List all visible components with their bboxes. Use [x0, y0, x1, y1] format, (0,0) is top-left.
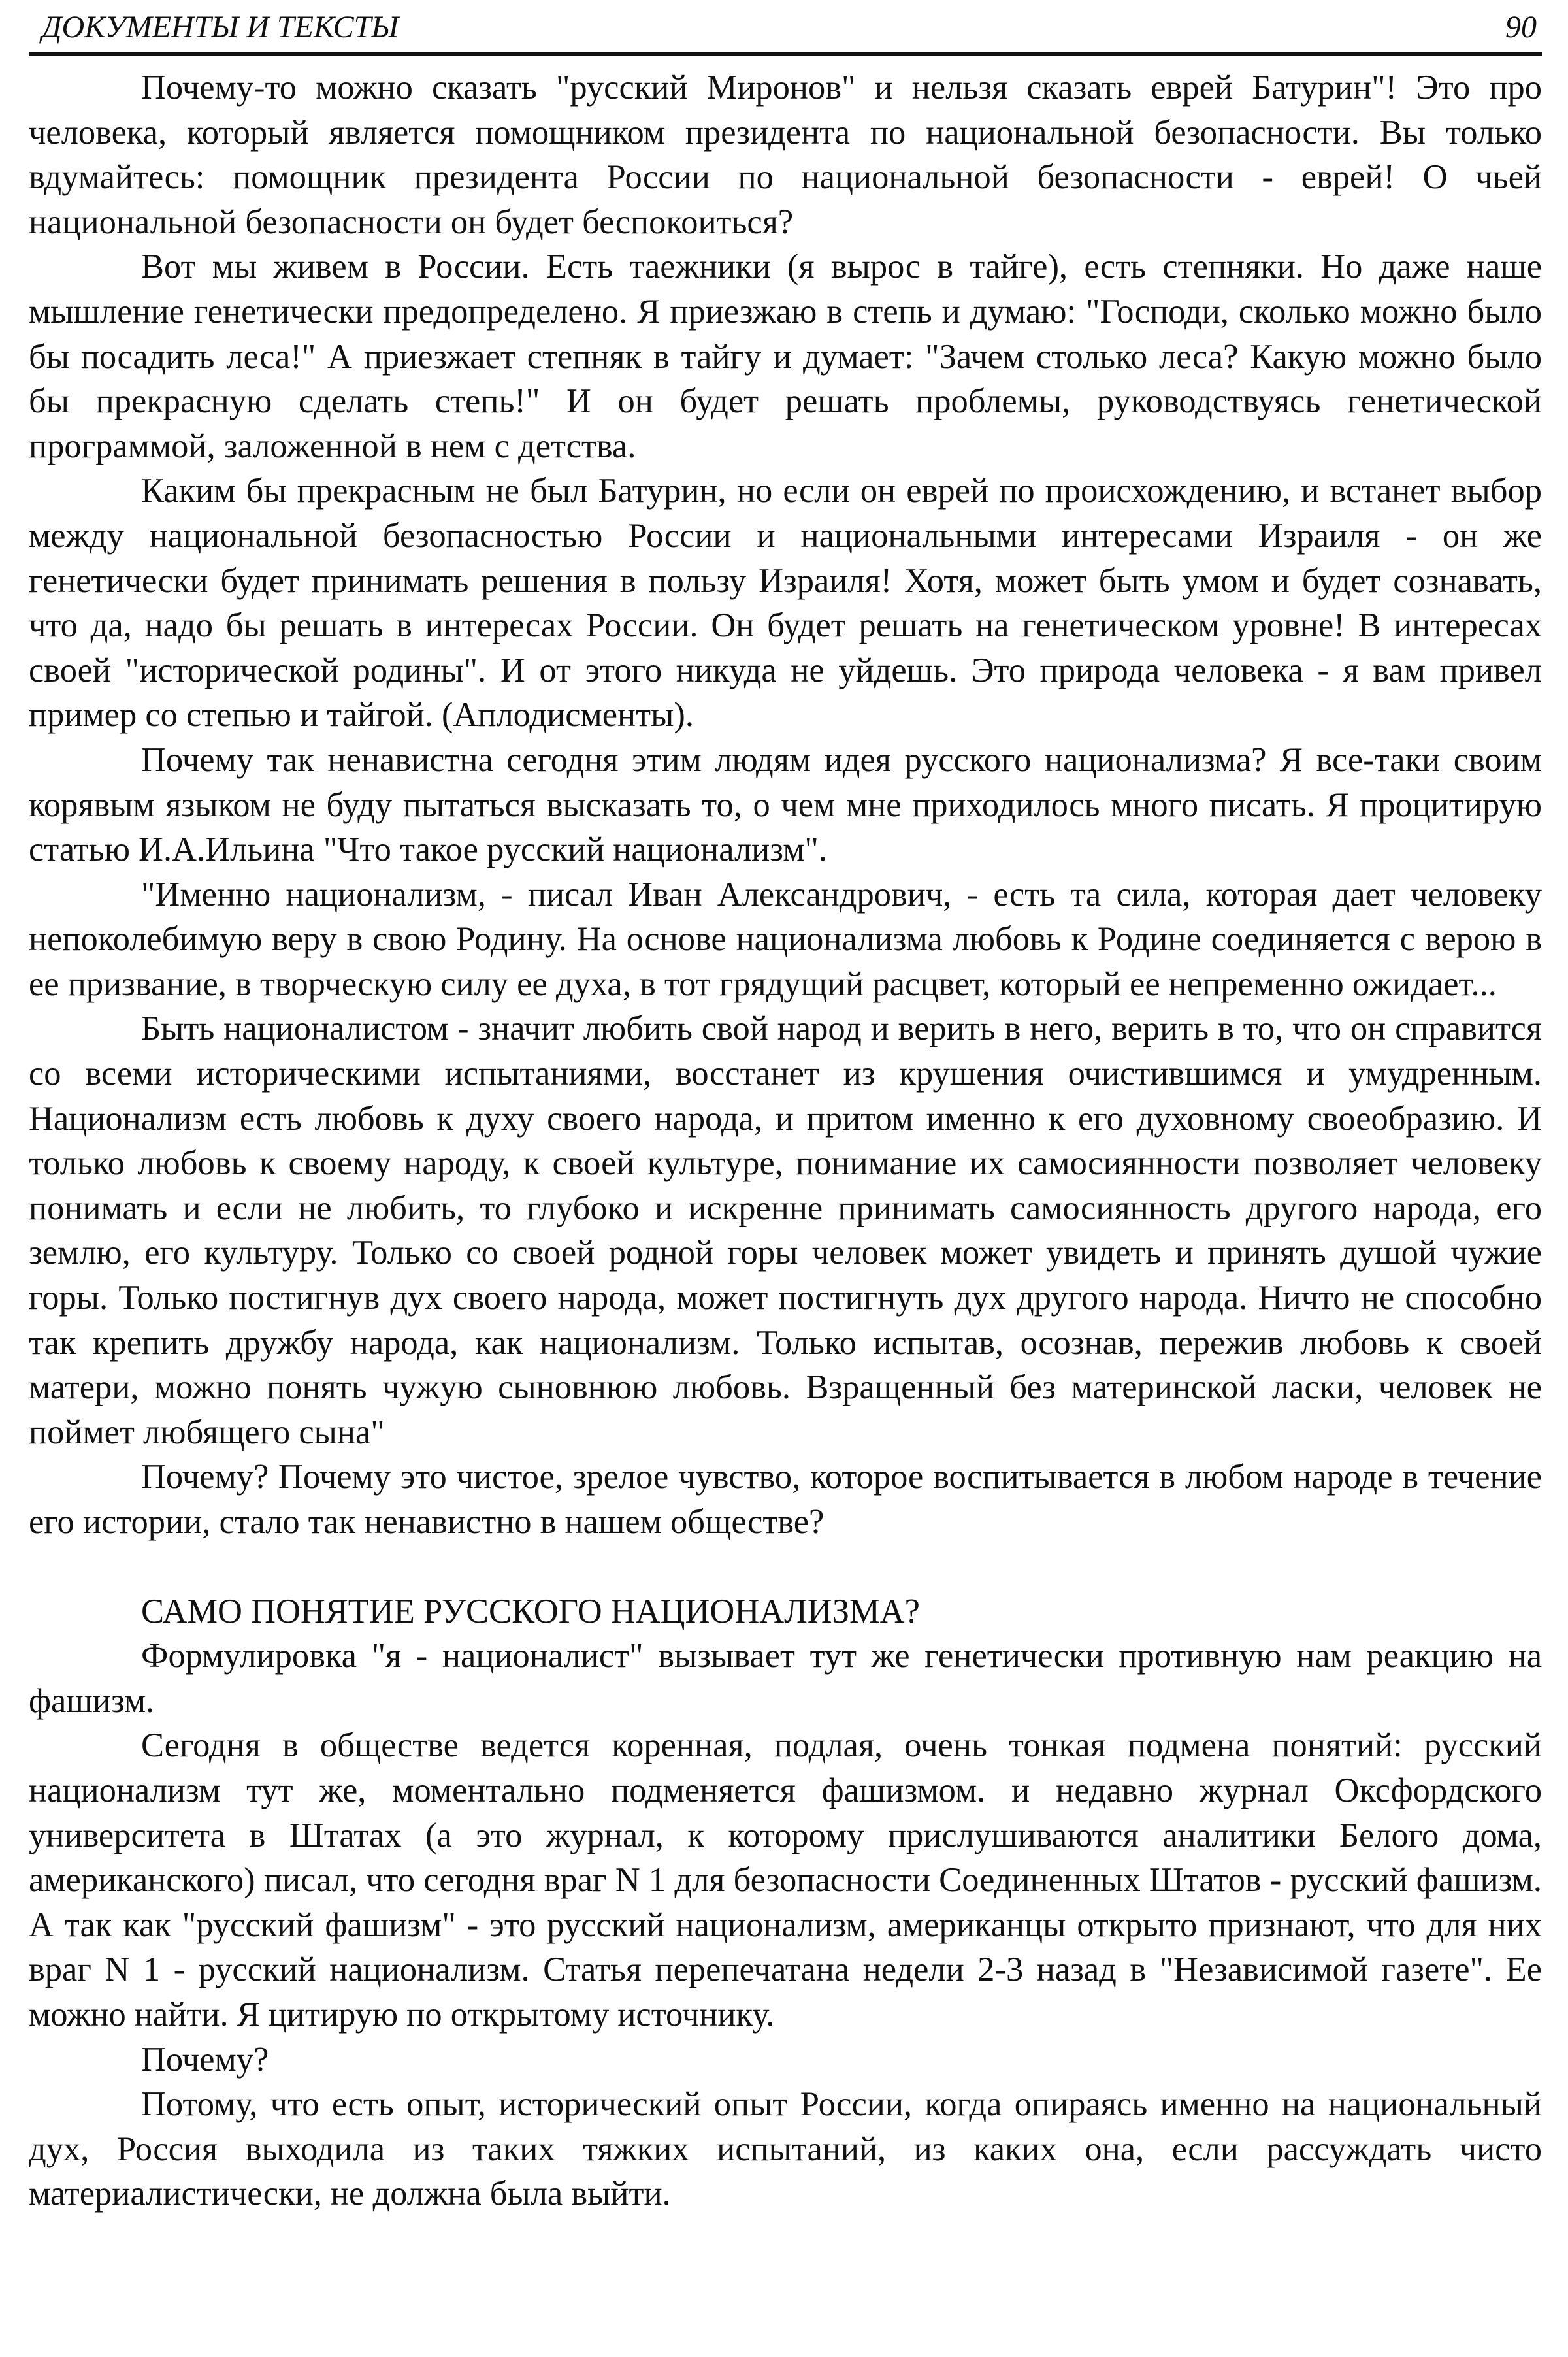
paragraph-10: Почему?	[141, 2040, 269, 2079]
section-title: ДОКУМЕНТЫ И ТЕКСТЫ	[42, 10, 399, 44]
paragraph-9: Сегодня в обществе ведется коренная, подлая, очень тонкая подмена понятий: русский национализм тут же, моментально подменяется фашизмом. и недавно журнал Оксфордского университета в Штатах (а это журнал, к которому прислушиваются аналитики Белого дома, американского) писал, что сегодня враг N 1 для безопасности Соединенных Штатов - русский фашизм. А так как "русский фашизм" - это русский национализм, американцы открыто признают, что для них враг N 1 - русский национализм. Статья перепечатана недели 2-3 назад в "Независимой газете". Ее можно найти. Я цитирую по открытому источнику.	[29, 1726, 1542, 2034]
paragraph-4: Почему так ненавистна сегодня этим людям идея русского национализма? Я все-таки своим корявым языком не буду пытаться высказать то, о чем мне приходилось много писать. Я процитирую статью И.А.Ильина "Что такое русский национализм".	[29, 740, 1542, 869]
paragraph-7: Почему? Почему это чистое, зрелое чувство, которое воспитывается в любом народе в течение его истории, стало так ненавистно в нашем обществе?	[29, 1458, 1542, 1541]
paragraph-5-quote: "Именно национализм, - писал Иван Александрович, - есть та сила, которая дает человеку непоколебимую веру в свою Родину. На основе национализма любовь к Родине соединяется с верою в ее призвание, в творческую силу ее духа, в тот грядущий расцвет, который ее непременно ожидает...	[29, 875, 1542, 1003]
paragraph-3: Каким бы прекрасным не был Батурин, но если он еврей по происхождению, и встанет выбор между национальной безопасностью России и национальными интересами Израиля - он же генетически будет принимать решения в пользу Израиля! Хотя, может быть умом и будет сознавать, что да, надо бы решать в интересах России. Он будет решать на генетическом уровне! В интересах своей "исторической родины". И от этого никуда не уйдешь. Это природа человека - я вам привел пример со степью и тайгой. (Аплодисменты).	[29, 472, 1542, 734]
header-rule	[29, 52, 1542, 56]
page-number: 90	[1505, 10, 1537, 44]
paragraph-1: Почему-то можно сказать "русский Миронов" и нельзя сказать еврей Батурин"! Это про человека, который является помощником президента по национальной безопасности. Вы только вдумайтесь: помощник президента России по национальной безопасности - еврей! О чьей национальной безопасности он будет беспокоиться?	[29, 69, 1542, 241]
paragraph-2: Вот мы живем в России. Есть таежники (я вырос в тайге), есть степняки. Но даже наше мышление генетически предопределено. Я приезжаю в степь и думаю: "Господи, сколько можно было бы посадить леса!" А приезжает степняк в тайгу и думает: "Зачем столько леса? Какую можно было бы прекрасную сделать степь!" И он будет решать проблемы, руководствуясь генетической программой, заложенной в нем с детства.	[29, 248, 1542, 465]
section-heading: САМО ПОНЯТИЕ РУССКОГО НАЦИОНАЛИЗМА?	[141, 1592, 920, 1630]
body-text	[29, 65, 1542, 2217]
paragraph-11: Потому, что есть опыт, исторический опыт России, когда опираясь именно на национальный дух, Россия выходила из таких тяжких испытаний, из каких она, если рассуждать чисто материалистически, не должна была выйти.	[29, 2085, 1542, 2213]
running-header	[29, 7, 1542, 48]
paragraph-6-quote: Быть националистом - значит любить свой народ и верить в него, верить в то, что он справится со всеми историческими испытаниями, восстанет из крушения очистившимся и умудренным. Национализм есть любовь к духу своего народа, и притом именно к его духовному своеобразию. И только любовь к своему народу, к своей культуре, понимание их самосиянности позволяет человеку понимать и если не любить, то глубоко и искренне принимать самосиянность другого народа, его землю, его культуру. Только со своей родной горы человек может увидеть и принять душой чужие горы. Только постигнув дух своего народа, может постигнуть дух другого народа. Ничто не способно так крепить дружбу народа, как национализм. Только испытав, осознав, пережив любовь к своей матери, можно понять чужую сыновнюю любовь. Взращенный без материнской ласки, человек не поймет любящего сына"	[29, 1010, 1542, 1451]
paragraph-8: Формулировка "я - националист" вызывает тут же генетически противную нам реакцию на фашизм.	[29, 1637, 1542, 1720]
